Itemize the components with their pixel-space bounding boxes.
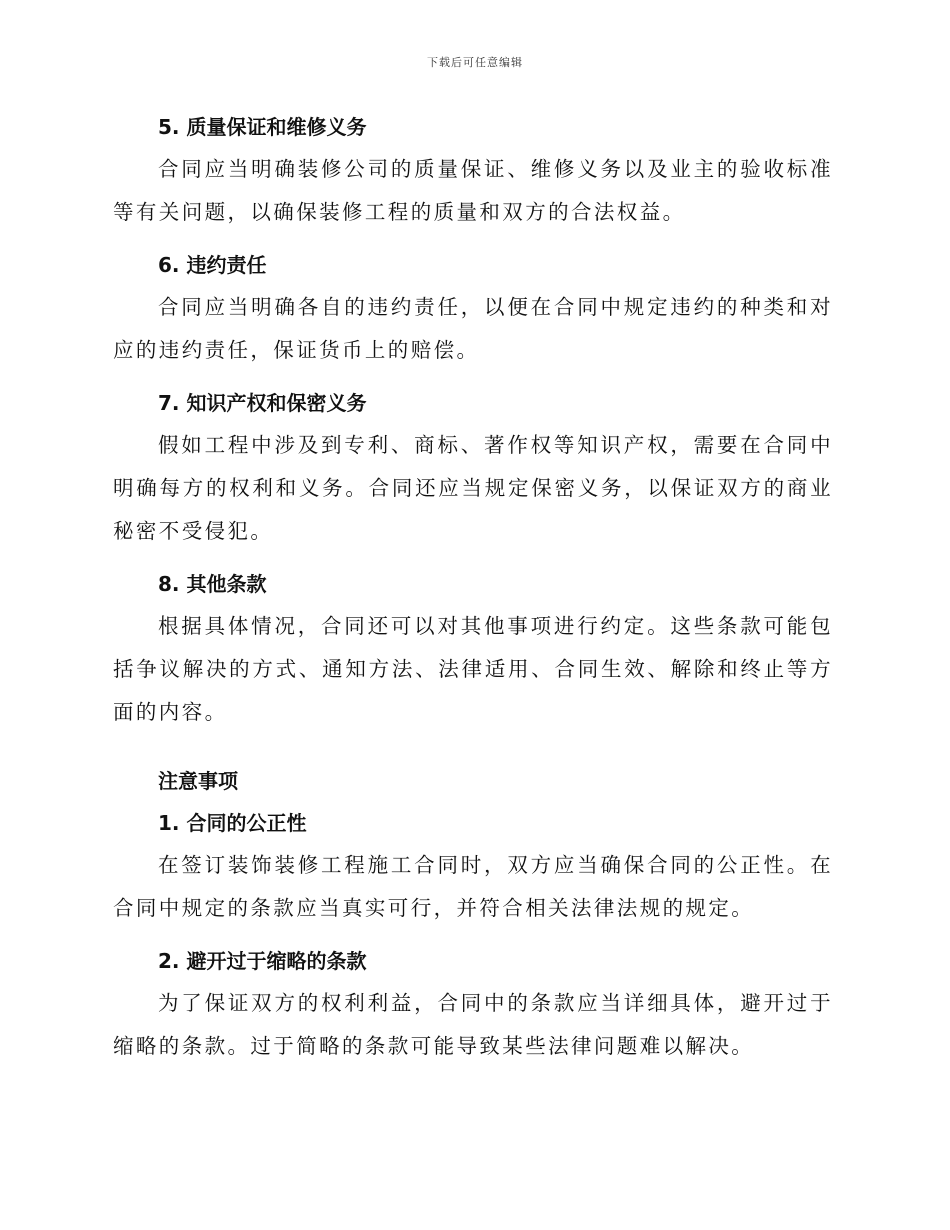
section-paragraph: 假如工程中涉及到专利、商标、著作权等知识产权，需要在合同中明确每方的权利和义务。合同还应当规定保密义务，以保证双方的商业秘密不受侵犯。 (113, 433, 833, 543)
section-paragraph: 根据具体情况，合同还可以对其他事项进行约定。这些条款可能包括争议解决的方式、通知方法、法律适用、合同生效、解除和终止等方面的内容。 (113, 614, 833, 724)
section-heading: 6. 违约责任 (158, 253, 267, 277)
section-heading: 8. 其他条款 (158, 572, 267, 596)
section-7 (113, 382, 833, 553)
note-1 (113, 802, 833, 930)
note-paragraph: 为了保证双方的权利利益，合同中的条款应当详细具体，避开过于缩略的条款。过于简略的条款可能导致某些法律问题难以解决。 (113, 991, 833, 1058)
section-5 (113, 106, 833, 234)
notes-title: 注意事项 (158, 769, 238, 793)
note-heading: 2. 避开过于缩略的条款 (158, 949, 367, 973)
section-heading: 7. 知识产权和保密义务 (158, 391, 367, 415)
section-6 (113, 244, 833, 372)
document-body (113, 106, 833, 1078)
note-heading: 1. 合同的公正性 (158, 811, 307, 835)
note-2 (113, 940, 833, 1068)
section-paragraph: 合同应当明确装修公司的质量保证、维修义务以及业主的验收标准等有关问题，以确保装修工程的质量和双方的合法权益。 (113, 157, 833, 224)
section-heading: 5. 质量保证和维修义务 (158, 115, 367, 139)
section-8 (113, 563, 833, 734)
page-header: 下载后可任意编辑 (427, 56, 523, 69)
section-paragraph: 合同应当明确各自的违约责任，以便在合同中规定违约的种类和对应的违约责任，保证货币上的赔偿。 (113, 295, 833, 362)
note-paragraph: 在签订装饰装修工程施工合同时，双方应当确保合同的公正性。在合同中规定的条款应当真实可行，并符合相关法律法规的规定。 (113, 853, 833, 920)
spacer (113, 744, 833, 760)
